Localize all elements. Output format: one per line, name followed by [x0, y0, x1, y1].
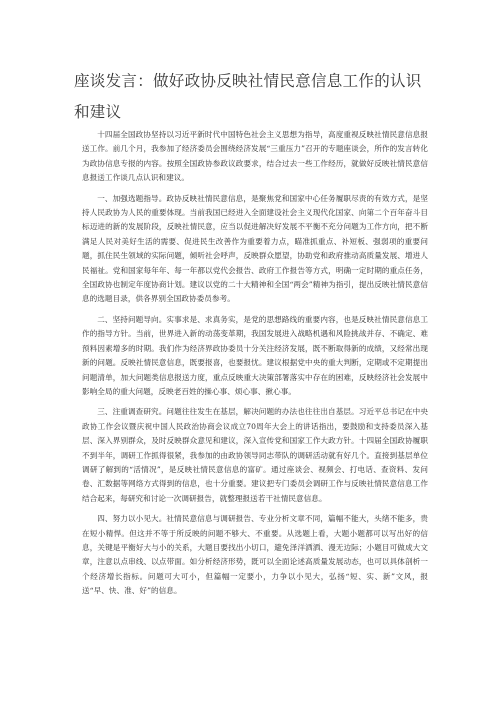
document-title: 座谈发言：做好政协反映社情民意信息工作的认识和建议 [74, 72, 422, 121]
intro-paragraph: 十四届全国政协坚持以习近平新时代中国特色社会主义思想为指导，高度重视反映社情民意信息报送工作。前几个月，我参加了经济委员会围绕经济发展“三重压力”召开的专题座谈会，所作的发言转化为政协信息专报的内容。按照全国政协参政议政要求，结合过去一些工作经历，就做好反映社情民意信息报送工作谈几点认识和建议。 [82, 130, 428, 183]
document-body [82, 128, 428, 605]
paragraph-investigation-research: 三、注重调查研究。问题往往发生在基层，解决问题的办法也往往出自基层。习近平总书记在中央政协工作会议暨庆祝中国人民政治协商会议成立70周年大会上的讲话指出，要鼓励和支持委员深入基层、深入界别群众，及时反映群众意见和建议，深入宣传党和国家工作大政方针。十四届全国政协履职不到半年，调研工作抓得很紧，我参加的由政协领导同志带队的调研活动就有好几个。直接到基层单位调研了解到的“活情况”，是反映社情民意信息的富矿。通过座谈会、视频会、打电话、查资料、发问卷、汇数据等网络方式得到的信息，也十分重要。建议把专门委员会调研工作与反映社情民意信息工作结合起来，每研究和讨论一次调研报告，就整理报送若干社情民意信息。 [82, 407, 428, 503]
paragraph-small-to-large: 四、努力以小见大。社情民意信息与调研报告、专业分析文章不同，篇幅不能大，头绪不能多，贵在短小精悍。但这并不等于所反映的问题不够大、不重要。从选题上看，大题小题都可以写出好的信息，关键是平衡好大与小的关系，大题目要找出小切口，避免泽洋洒洒、漫无边际；小题目可做成大文章，注意以点串线、以点带面。如分析经济形势，既可以全面论述高质量发展动态，也可以具体剖析一个经济增长指标。问题可大可小，但篇幅一定要小，力争以小见大，弘扬“短、实、新”文风，报送“早、快、准、好”的信息。 [82, 514, 428, 596]
paragraph-problem-orientation: 二、坚持问题导向。实事求是、求真务实，是党的思想路线的重要内容，也是反映社情民意信息工作的指导方针。当前，世界进入新的动荡变革期，我国发展进入战略机遇和风险挑战并存、不确定、难预料因素增多的时期。我们作为经济界政协委员十分关注经济发展，既不断取得新的成绩，又经常出现新的问题。反映社情民意信息，既要报喜，也要报忧。建议根据党中央的重大判断，定期或不定期提出问题清单，加大问题类信息报送力度，重点反映重大决策部署落实中存在的困难，反映经济社会发展中影响全局的重大问题，反映老百姓的操心事、烦心事、揪心事。 [82, 314, 428, 396]
paragraph-topic-guidance: 一、加强选题指导。政协反映社情民意信息，是聚焦党和国家中心任务履职尽责的有效方式，是坚持人民政协为人民的重要体现。当前我国已经进入全面建设社会主义现代化国家、向第二个百年奋斗目标迈进的新的发展阶段，反映社情民意，应当以促进解决好发展不平衡不充分问题为工作方向，把不断满足人民对美好生活的需要、促进民生改善作为重要着力点，瞄准抓重点、补短板、强弱项的重要问题，抓住民生领域的实际问题，倾听社会呼声，反映群众愿望，协助党和政府推动高质量发展、增进人民福祉。党和国家每年年、每一年都以党代会报告、政府工作报告等方式，明确一定时期的重点任务，全国政协也制定年度协商计划。建议以党的二十大精神和全国“两会”精神为指引，提出反映社情民意信息的选题目录，供各界别全国政协委员参考。 [82, 193, 428, 304]
